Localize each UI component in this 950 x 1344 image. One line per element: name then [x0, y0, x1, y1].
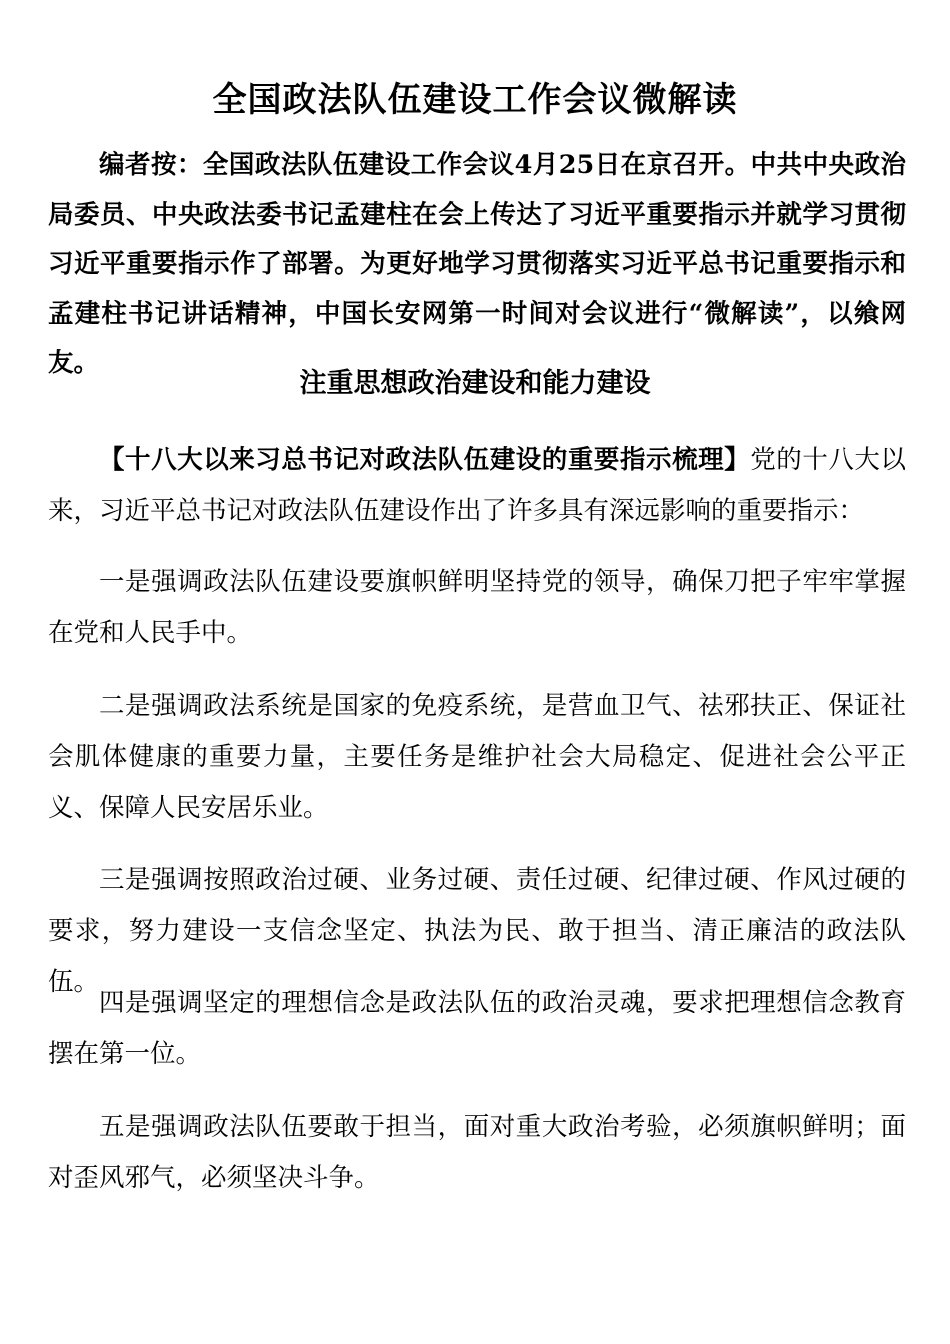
editor-note: 编者按：全国政法队伍建设工作会议4月25日在京召开。中共中央政治局委员、中央政法委书记孟建柱在会上传达了习近平重要指示并就学习贯彻习近平重要指示作了部署。为更好地学习贯彻落实习近平总书记重要指示和孟建柱书记讲话精神，中国长安网第一时间对会议进行“微解读”，以飨网友。: [48, 150, 906, 378]
intro-paragraph: [48, 435, 906, 537]
page-title: 全国政法队伍建设工作会议微解读: [212, 80, 738, 120]
paragraph-point-3: 三是强调按照政治过硬、业务过硬、责任过硬、纪律过硬、作风过硬的要求，努力建设一支信念坚定、执法为民、敢于担当、清正廉洁的政法队伍。: [48, 865, 906, 997]
paragraph-point-1: 一是强调政法队伍建设要旗帜鲜明坚持党的领导，确保刀把子牢牢掌握在党和人民手中。: [48, 567, 906, 648]
paragraph-point-5: 五是强调政法队伍要敢于担当，面对重大政治考验，必须旗帜鲜明；面对歪风邪气，必须坚决斗争。: [48, 1112, 906, 1193]
intro-bracket-title: 【十八大以来习总书记对政法队伍建设的重要指示梳理】: [99, 445, 751, 475]
paragraph-point-4: 四是强调坚定的理想信念是政法队伍的政治灵魂，要求把理想信念教育摆在第一位。: [48, 988, 906, 1069]
intro-text: 党的十八大以来，习近平总书记对政法队伍建设作出了许多具有深远影响的重要指示：: [48, 445, 906, 526]
section-heading: 注重思想政治建设和能力建设: [299, 368, 651, 399]
paragraph-point-2: 二是强调政法系统是国家的免疫系统，是营血卫气、祛邪扶正、保证社会肌体健康的重要力量，主要任务是维护社会大局稳定、促进社会公平正义、保障人民安居乐业。: [48, 691, 906, 823]
